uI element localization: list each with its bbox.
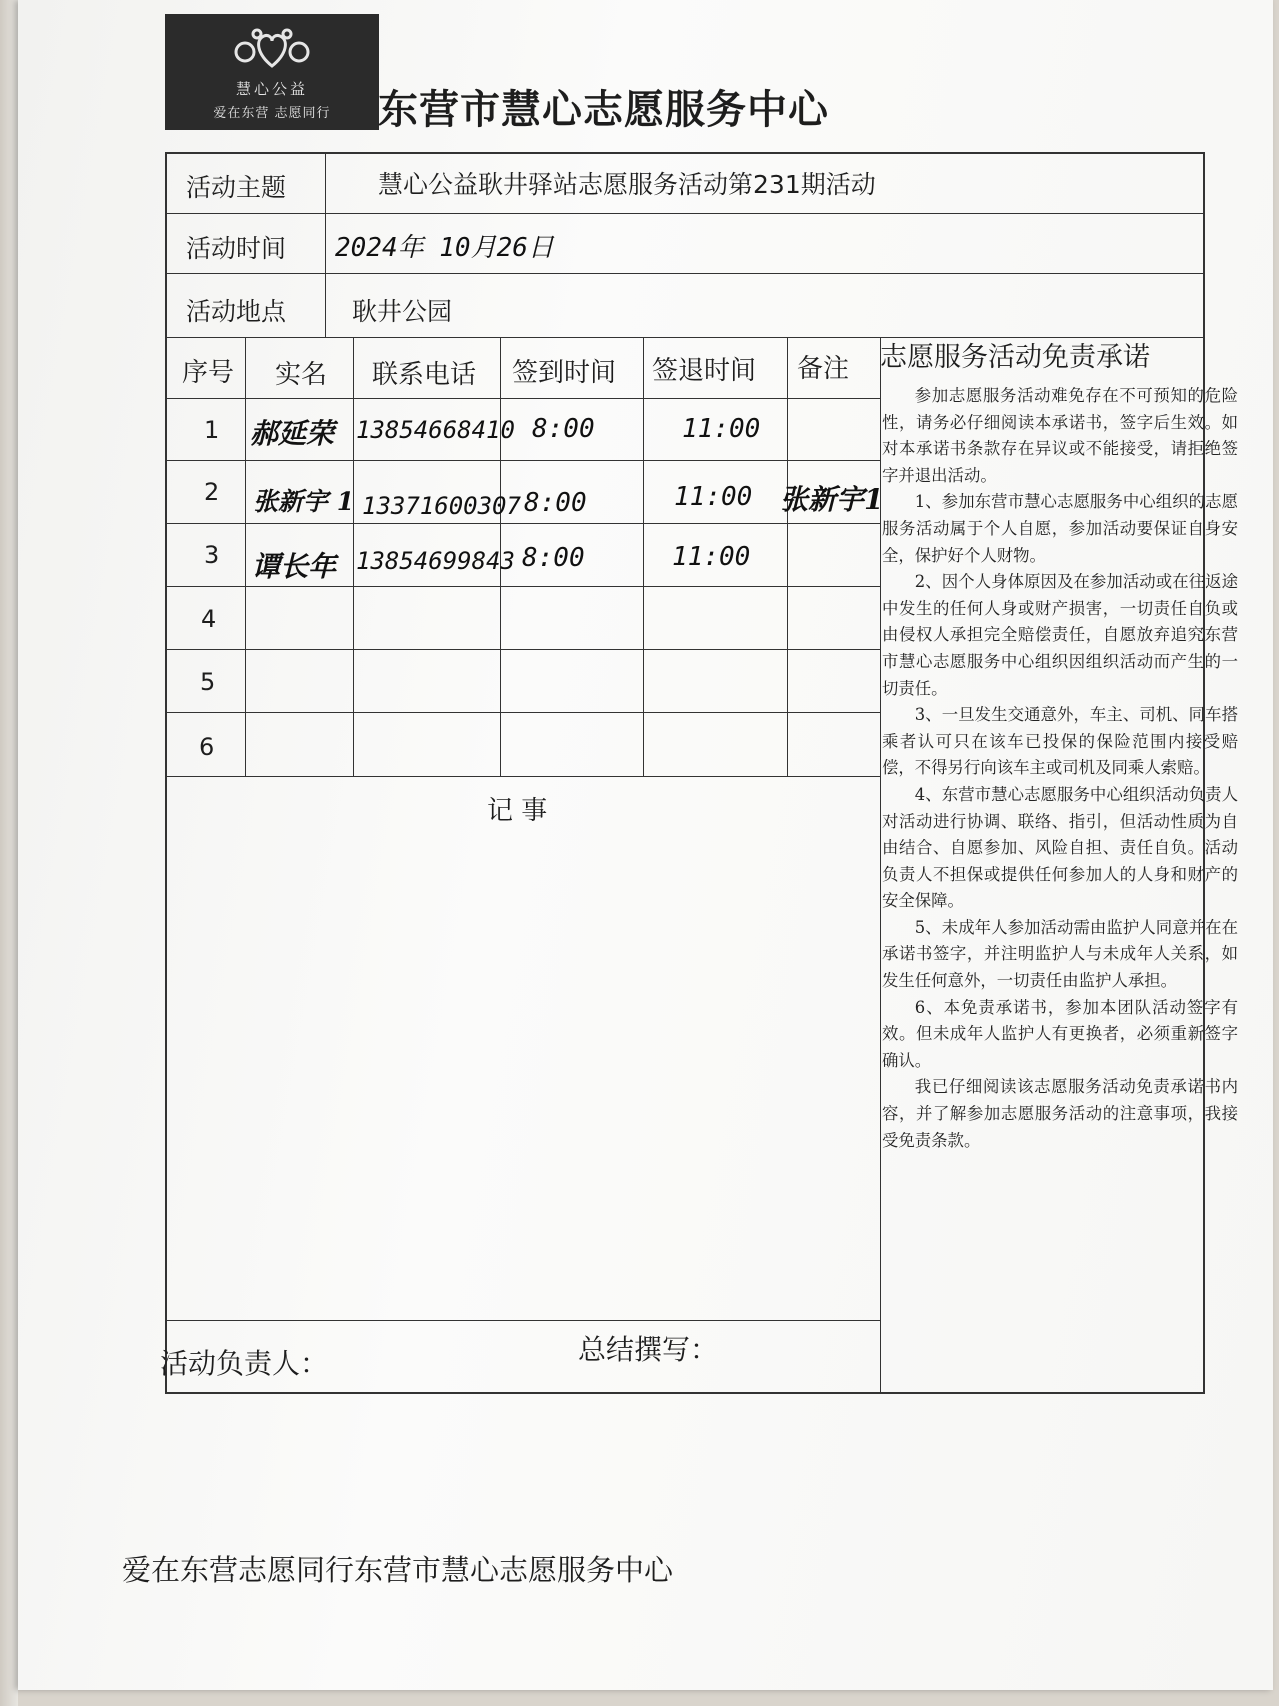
row-checkout: 11:00	[682, 414, 761, 444]
leader-label: 活动负责人：	[160, 1347, 329, 1380]
row-checkout: 11:00	[674, 482, 753, 512]
divider	[165, 1320, 880, 1321]
row-checkin: 8:00	[532, 414, 595, 444]
header-note: 备注	[797, 354, 850, 384]
row-number: 3	[204, 541, 220, 569]
divider	[643, 337, 644, 776]
row-note: 张新宇1	[780, 483, 884, 516]
row-number: 5	[200, 668, 216, 696]
row-number: 4	[201, 605, 217, 633]
disclaimer-paragraph: 我已仔细阅读该志愿服务活动免责承诺书内容，并了解参加志愿服务活动的注意事项，我接受免责条款。	[882, 1077, 1238, 1150]
divider	[165, 273, 1205, 274]
disclaimer-paragraph: 6、本免责承诺书，参加本团队活动签字有效。但未成年人监护人有更换者，必须重新签字确认。	[882, 997, 1238, 1070]
organization-logo	[165, 14, 379, 130]
logo-name: 慧心公益	[235, 80, 308, 98]
disclaimer-paragraph: 1、参加东营市慧心志愿服务中心组织的志愿服务活动属于个人自愿，参加活动要保证自身安全，保护好个人财物。	[882, 492, 1238, 565]
row-number: 1	[204, 416, 220, 444]
divider	[325, 152, 326, 337]
hearts-icon	[227, 22, 317, 74]
footer-slogan: 爱在东营志愿同行东营市慧心志愿服务中心	[122, 1553, 674, 1587]
divider	[165, 523, 880, 524]
row-checkout: 11:00	[672, 542, 751, 572]
logo-slogan: 爱在东营 志愿同行	[213, 106, 331, 121]
row-phone: 13854699843	[356, 547, 515, 575]
row-name: 谭长年	[252, 550, 337, 583]
row-name: 郝延荣	[250, 417, 335, 450]
header-name: 实名	[275, 360, 328, 390]
divider	[165, 398, 880, 399]
header-checkout: 签退时间	[652, 356, 757, 386]
row-phone: 13371600307	[362, 492, 521, 520]
row-name: 张新宇 1	[253, 487, 355, 516]
disclaimer-paragraph: 参加志愿服务活动难免存在不可预知的危险性，请务必仔细阅读本承诺书，签字后生效。如对本承诺书条款存在异议或不能接受，请拒绝签字并退出活动。	[882, 386, 1238, 485]
summary-label: 总结撰写：	[578, 1333, 719, 1366]
notes-label: 记 事	[487, 796, 548, 826]
paper-edge	[0, 0, 18, 1706]
divider	[787, 337, 788, 776]
divider	[165, 213, 1205, 214]
disclaimer-paragraph: 5、未成年人参加活动需由监护人同意并在在承诺书签字，并注明监护人与未成年人关系，如发生任何意外，一切责任由监护人承担。	[882, 917, 1238, 991]
divider	[165, 712, 880, 713]
divider	[353, 337, 354, 776]
location-value: 耿井公园	[352, 297, 453, 326]
row-phone: 13854668410	[356, 416, 515, 444]
divider	[165, 776, 880, 777]
disclaimer-paragraph: 3、一旦发生交通意外，车主、司机、同车搭乘者认可只在该车已投保的保险范围内接受赔偿，不得另行向该车主或司机及同乘人索赔。	[882, 705, 1238, 778]
disclaimer-text	[882, 383, 1238, 1154]
header-no: 序号	[182, 358, 235, 388]
divider	[165, 460, 880, 461]
header-phone: 联系电话	[372, 360, 477, 390]
theme-value: 慧心公益耿井驿站志愿服务活动第231期活动	[378, 170, 876, 199]
page-title: 东营市慧心志愿服务中心	[378, 87, 829, 133]
divider	[165, 649, 880, 650]
row-number: 2	[204, 478, 220, 506]
divider	[245, 337, 246, 776]
row-number: 6	[199, 733, 215, 761]
time-value: 2024年 10月26日	[335, 233, 554, 263]
divider	[165, 586, 880, 587]
header-checkin: 签到时间	[512, 358, 617, 388]
row-checkin: 8:00	[524, 488, 587, 518]
disclaimer-paragraph: 4、东营市慧心志愿服务中心组织活动负责人对活动进行协调、联络、指引，但活动性质为自由结合、自愿参加、风险自担、责任自负。活动负责人不担保或提供任何参加人的人身和财产的安全保障。	[882, 784, 1238, 911]
time-label: 活动时间	[186, 234, 287, 263]
disclaimer-title: 志愿服务活动免责承诺	[880, 342, 1150, 373]
row-checkin: 8:00	[522, 543, 585, 573]
theme-label: 活动主题	[186, 173, 287, 202]
disclaimer-paragraph: 2、因个人身体原因及在参加活动或在往返途中发生的任何人身或财产损害，一切责任自负或由侵权人承担完全赔偿责任，自愿放弃追究东营市慧心志愿服务中心组织因组织活动而产生的一切责任。	[882, 572, 1238, 698]
location-label: 活动地点	[186, 297, 287, 326]
